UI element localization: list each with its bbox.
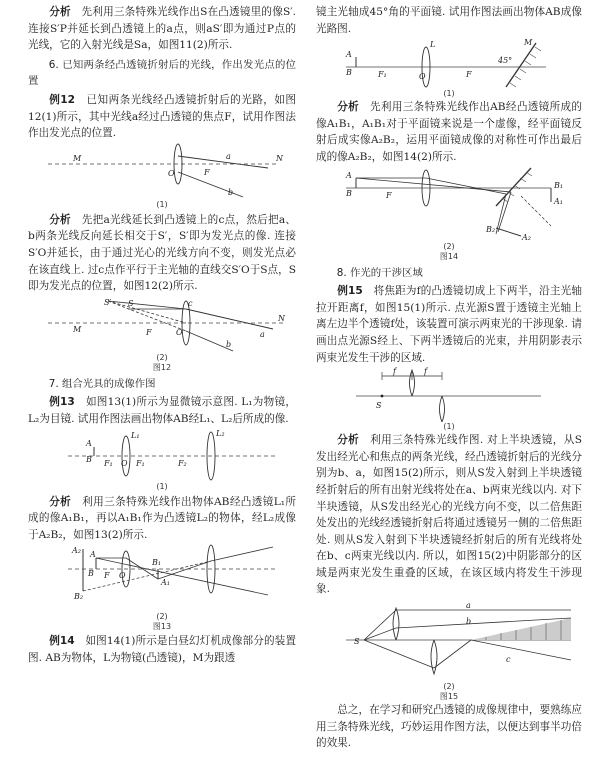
label-B: B <box>86 454 92 464</box>
label-b: b <box>228 187 234 197</box>
label-O: O <box>168 168 175 178</box>
label-B2: B₂ <box>74 592 84 602</box>
label-M: M <box>524 38 533 48</box>
section-8-heading: 8. 作光的干涉区域 <box>336 266 423 279</box>
label-O: O <box>419 72 426 82</box>
label-c: c <box>506 655 511 665</box>
figure-12-2 <box>28 295 296 373</box>
label-c: c <box>188 298 193 308</box>
label-F: F <box>466 70 472 80</box>
label-N2: N <box>278 313 285 323</box>
analysis-14: 分析 先利用三条特殊光线作出AB经凸透镜所成的像A₁B₁，A₁B₁对于平面镜来说是一个虚像，经平面镜反射后成实像A₂B₂，运用平面镜成像的对称性可作出最后成的像A₂B₂，如图14(2)所示. <box>316 101 583 163</box>
label-O2: O <box>176 327 183 337</box>
summary-paragraph: 总之，在学习和研究凸透镜的成像规律中，要熟练应用三条特殊光线，巧妙运用作图方法，以便达到事半功倍的效果. <box>316 704 582 750</box>
label-b: b <box>466 617 472 627</box>
figure-13-1 <box>28 428 296 494</box>
figure-14-1-subcaption: (1) <box>443 89 455 99</box>
label-S: S <box>128 298 134 308</box>
label-A1: A₁ <box>161 578 170 588</box>
label-a2: a <box>260 329 265 339</box>
label-S: S <box>354 637 360 647</box>
label-O: O <box>121 458 128 468</box>
figure-12-caption: 图12 <box>152 362 172 372</box>
label-L1: L₁ <box>131 430 140 440</box>
label-F: F <box>386 190 392 200</box>
example-12: 例12 已知两条光线经凸透镜折射后的光路，如图12(1)所示，其中光线a经过凸透镜的焦点F，试用作图法作出发光点的位置. <box>28 93 297 140</box>
label-a: a <box>226 151 231 161</box>
figure-12-1-subcaption: (1) <box>156 199 168 209</box>
figure-14-2 <box>316 166 582 262</box>
label-L2: L₂ <box>216 428 225 438</box>
figure-13-2 <box>28 543 296 633</box>
figure-14-1 <box>316 37 582 99</box>
label-f2: f <box>424 367 427 377</box>
section-6-heading: 6. 已知两条经凸透镜折射后的光线，作出发光点的位置 <box>28 58 296 88</box>
label-M2: M <box>73 324 82 334</box>
label-A2: A₂ <box>522 232 531 242</box>
label-A1: A₁ <box>554 196 563 206</box>
label-F1: F₁ <box>378 70 387 80</box>
label-B: B <box>88 569 94 579</box>
label-B1: B₁ <box>554 180 564 190</box>
section-7-heading: 7. 组合光具的成像作图 <box>48 377 156 390</box>
figure-13-2-subcaption: (2) <box>156 612 168 622</box>
label-F1b: F₁ <box>136 458 145 468</box>
figure-12-1 <box>28 142 296 212</box>
label-M: M <box>73 153 82 163</box>
label-N: N <box>276 153 283 163</box>
figure-13-1-subcaption: (1) <box>156 481 168 491</box>
label-A: A <box>346 170 352 180</box>
label-F2: F <box>146 327 152 337</box>
example-15: 例15 将焦距为f的凸透镜切成上下两半，沿主光轴拉开距离f，如图15(1)所示. 点光源S置于透镜主光轴上离左边半个透镜f处，该装置可演示两束光的干涉现象. 请画出点光源S经上、下两半透镜后的光束，并用阴影表示两束光发生干涉的区域. <box>316 285 583 364</box>
label-A: A <box>346 50 352 60</box>
label-45deg: 45° <box>498 56 513 66</box>
left-column <box>28 4 296 666</box>
figure-12-2-subcaption: (2) <box>156 352 168 362</box>
figure-15-2-subcaption: (2) <box>443 682 455 692</box>
analysis-13: 分析 利用三条特殊光线作出物体AB经凸透镜L₁所成的像A₁B₁，再以A₁B₁作为凸透镜L₂的物体，经L₂成像于A₂B₂，如图13(2)所示. <box>28 495 297 541</box>
label-F1a: F₁ <box>104 458 113 468</box>
example-13: 例13 如图13(1)所示为显微镜示意图. L₁为物镜，L₂为目镜. 试用作图法画出物体AB经L₁、L₂后所成的像. <box>28 396 296 425</box>
right-column <box>316 4 582 752</box>
figure-15-2 <box>316 598 582 702</box>
label-B2: B₂ <box>486 224 496 234</box>
figure-14-2-subcaption: (2) <box>443 241 455 251</box>
label-F: F <box>204 167 210 177</box>
label-S: S <box>376 401 382 411</box>
label-a: a <box>466 601 471 611</box>
figure-15-1-subcaption: (1) <box>443 422 455 432</box>
label-A: A <box>86 438 92 448</box>
label-S-prime: S′ <box>104 297 112 307</box>
label-b2: b <box>226 339 232 349</box>
label-F2: F₂ <box>178 458 187 468</box>
label-B: B <box>346 68 352 78</box>
figure-14-caption: 图14 <box>439 251 459 261</box>
label-O: O <box>119 571 126 581</box>
label-L: L <box>430 40 436 50</box>
label-A: A <box>90 550 96 560</box>
figure-15-caption: 图15 <box>439 692 459 702</box>
figure-15-1 <box>316 366 582 432</box>
figure-13-caption: 图13 <box>152 622 172 632</box>
label-B: B <box>346 188 352 198</box>
label-B1: B₁ <box>152 558 162 568</box>
example-14: 例14 如图14(1)所示是白昼幻灯机成像部分的装置图. AB为物体，L为物镜(凸透镜)，M为跟透 <box>28 635 296 664</box>
label-f1: f <box>393 367 396 377</box>
analysis-12: 分析 先把a光线延长到凸透镜上的c点，然后把a、b两条光线反向延长相交于S′，S′即为发光点的像. 连接S′O并延长，由于通过光心的光线方向不变，则发光点必在该直线上. 过c点作平行于主光轴的直线交S′O于S点，S即为发光点的位置，如图12(2)所示. <box>28 213 297 293</box>
label-A2: A₂ <box>72 546 81 556</box>
example-14-continued: 镜主光轴成45°角的平面镜. 试用作图法画出物体AB成像光路图. <box>316 6 582 35</box>
analysis-15: 分析 利用三条特殊光线作图. 对上半块透镜，从S发出经光心和焦点的两条光线，经凸透镜折射后的光线分别为b、a，如图15(2)所示，则从S发入射到上半块透镜经折射后的所有出射光线将处在a、b两束光线以内. 对下半块透镜，从S发出经光心的光线方向不变，以二倍焦距处发出的光线经透镜折射后将通过透镜另一侧的二倍焦距处. 则从S发入射到下半块透镜经折射后的所有光线将处在b、c两束光线以内. 所以，如图15(2)中阴影部分的区域是两束光发生重叠的区域，在该区域内将发生干涉现象. <box>316 434 583 596</box>
label-F: F <box>104 571 110 581</box>
analysis-11: 分析 先利用三条特殊光线作出S在凸透镜里的像S′. 连接S′P并延长到凸透镜上的a点，则aS′即为通过P点的光线，它的入射光线是Sa，如图11(2)所示. <box>28 6 296 52</box>
